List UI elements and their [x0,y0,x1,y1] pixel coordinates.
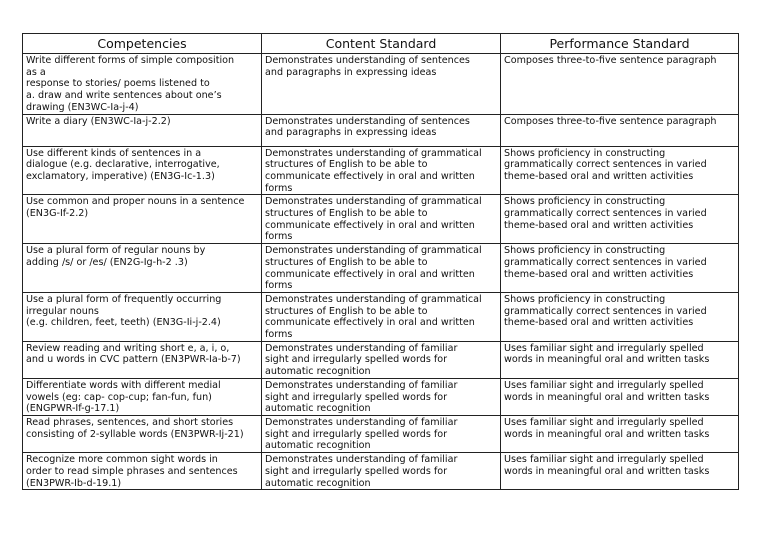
performance-standard-cell: Shows proficiency in constructing grammatically correct sentences in varied theme-based oral and written activities [501,244,739,293]
content-standard-cell: Demonstrates understanding of grammatical structures of English to be able to communicate effectively in oral and written forms [262,195,501,244]
competency-cell: Read phrases, sentences, and short stories consisting of 2-syllable words (EN3PWR-Ij-21) [23,415,262,452]
competency-cell: Recognize more common sight words in order to read simple phrases and sentences (EN3PWR-Ib-d-19.1) [23,453,262,490]
table-row [23,341,739,378]
competency-cell: Review reading and writing short e, a, i, o, and u words in CVC pattern (EN3PWR-Ia-b-7) [23,341,262,378]
table-row [23,54,739,115]
performance-standard-cell: Shows proficiency in constructing grammatically correct sentences in varied theme-based oral and written activities [501,195,739,244]
competency-cell: Use different kinds of sentences in a dialogue (e.g. declarative, interrogative, exclamatory, imperative) (EN3G-Ic-1.3) [23,146,262,195]
performance-standard-cell: Shows proficiency in constructing grammatically correct sentences in varied theme-based oral and written activities [501,292,739,341]
table-row [23,114,739,146]
performance-standard-cell: Uses familiar sight and irregularly spelled words in meaningful oral and written tasks [501,415,739,452]
competency-cell: Write different forms of simple composition as a response to stories/ poems listened to a. draw and write sentences about one’s drawing (EN3WC-Ia-j-4) [23,54,262,115]
performance-standard-cell: Composes three-to-five sentence paragraph [501,114,739,146]
content-standard-cell: Demonstrates understanding of grammatical structures of English to be able to communicate effectively in oral and written forms [262,244,501,293]
content-standard-cell: Demonstrates understanding of sentences and paragraphs in expressing ideas [262,54,501,115]
content-standard-cell: Demonstrates understanding of grammatical structures of English to be able to communicate effectively in oral and written forms [262,146,501,195]
content-standard-cell: Demonstrates understanding of grammatical structures of English to be able to communicate effectively in oral and written forms [262,292,501,341]
content-standard-cell: Demonstrates understanding of familiar sight and irregularly spelled words for automatic recognition [262,378,501,415]
table-row [23,146,739,195]
competency-cell: Differentiate words with different medial vowels (eg: cap- cop-cup; fan-fun, fun) (ENGPWR-If-g-17.1) [23,378,262,415]
table-header-row [23,34,739,54]
table-row [23,195,739,244]
performance-standard-cell: Uses familiar sight and irregularly spelled words in meaningful oral and written tasks [501,378,739,415]
competencies-table [22,33,739,490]
table-row [23,453,739,490]
table-row [23,244,739,293]
performance-standard-cell: Composes three-to-five sentence paragraph [501,54,739,115]
header-content-standard: Content Standard [262,34,501,54]
competency-cell: Use common and proper nouns in a sentence (EN3G-If-2.2) [23,195,262,244]
performance-standard-cell: Shows proficiency in constructing grammatically correct sentences in varied theme-based oral and written activities [501,146,739,195]
content-standard-cell: Demonstrates understanding of familiar sight and irregularly spelled words for automatic recognition [262,415,501,452]
content-standard-cell: Demonstrates understanding of familiar sight and irregularly spelled words for automatic recognition [262,341,501,378]
content-standard-cell: Demonstrates understanding of sentences and paragraphs in expressing ideas [262,114,501,146]
performance-standard-cell: Uses familiar sight and irregularly spelled words in meaningful oral and written tasks [501,453,739,490]
performance-standard-cell: Uses familiar sight and irregularly spelled words in meaningful oral and written tasks [501,341,739,378]
content-standard-cell: Demonstrates understanding of familiar sight and irregularly spelled words for automatic recognition [262,453,501,490]
table-row [23,292,739,341]
competency-cell: Write a diary (EN3WC-Ia-j-2.2) [23,114,262,146]
competency-cell: Use a plural form of regular nouns by adding /s/ or /es/ (EN2G-Ig-h-2 .3) [23,244,262,293]
table-row [23,415,739,452]
header-competencies: Competencies [23,34,262,54]
table-row [23,378,739,415]
competency-cell: Use a plural form of frequently occurring irregular nouns (e.g. children, feet, teeth) (EN3G-Ii-j-2.4) [23,292,262,341]
header-performance-standard: Performance Standard [501,34,739,54]
